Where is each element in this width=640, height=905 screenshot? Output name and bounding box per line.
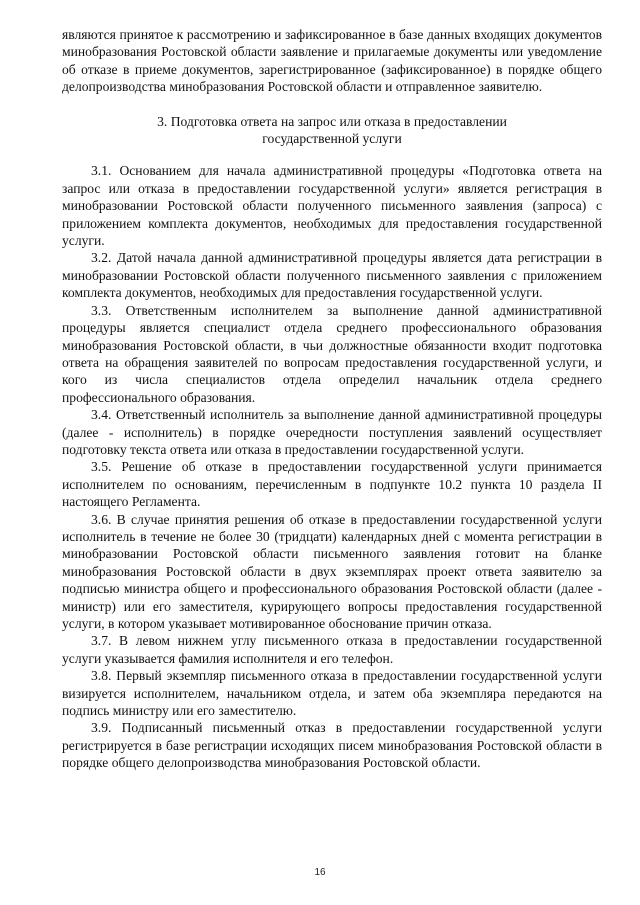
section-heading xyxy=(62,113,602,148)
page-number: 16 xyxy=(314,867,326,878)
paragraph-3-4: 3.4. Ответственный исполнитель за выполнение данной административной процедуры (далее - исполнитель) в порядке очередности поступления заявлений осуществляет подготовку текста ответа или отказа в предоставлении государственной услуги. xyxy=(62,407,602,457)
section-heading-line-2: государственной услуги xyxy=(262,131,402,147)
paragraph-3-6: 3.6. В случае принятия решения об отказе в предоставлении государственной услуги исполнитель в течение не более 30 (тридцати) календарных дней с момента регистрации в минобразовании Ростовской области письменного заявления готовит на бланке минобразования Ростовской области в двух экземплярах проект ответа заявителю за подписью министра общего и профессионального образования Ростовской области (далее - министр) или его заместителя, курирующего вопросы предоставления государственной услуги, в котором указывает мотивированное обоснование причин отказа. xyxy=(62,511,602,631)
paragraph-3-5: 3.5. Решение об отказе в предоставлении государственной услуги принимается исполнителем по основаниям, перечисленным в подпункте 10.2 пункта 10 раздела II настоящего Регламента. xyxy=(62,459,602,510)
paragraph-3-3: 3.3. Ответственным исполнителем за выполнение данной административной процедуры является специалист отдела среднего профессионального образования минобразования Ростовской области, в чьи должностные обязанности входит подготовка ответа на обращения заявителей по вопросам предоставления государственной услуги, и кого из числа специалистов отдела определил начальник отдела среднего профессионального образования. xyxy=(62,302,602,405)
paragraph-3-1: 3.1. Основанием для начала административной процедуры «Подготовка ответа на запрос или отказа в предоставлении государственной услуги» является регистрация в минобразовании Ростовской области полученного письменного заявления (запроса) с приложением комплекта документов, необходимых для предоставления государственной услуги. xyxy=(62,163,602,249)
section-heading-line-1: 3. Подготовка ответа на запрос или отказа в предоставлении xyxy=(157,113,507,129)
paragraph-3-9: 3.9. Подписанный письменный отказ в предоставлении государственной услуги регистрируется в базе регистрации исходящих писем минобразования Ростовской области в порядке общего делопроизводства минобразования Ростовской области. xyxy=(62,720,602,771)
paragraph-3-7: 3.7. В левом нижнем углу письменного отказа в предоставлении государственной услуги указывается фамилия исполнителя и его телефон. xyxy=(62,633,602,666)
paragraph-3-8: 3.8. Первый экземпляр письменного отказа в предоставлении государственной услуги визируется исполнителем, начальником отдела, и затем оба экземпляра передаются на подпись министру или его заместителю. xyxy=(62,668,602,719)
intro-paragraph: являются принятое к рассмотрению и зафиксированное в базе данных входящих документов минобразования Ростовской области заявление и прилагаемые документы или уведомление об отказе в приеме документов, зарегистрированное (зафиксированное) в порядке общего делопроизводства минобразования Ростовской области и отправленное заявителю. xyxy=(62,27,602,95)
paragraph-3-2: 3.2. Датой начала данной административной процедуры является дата регистрации в минобразовании Ростовской области полученного письменного заявления с приложением комплекта документов, необходимых для предоставления государственной услуги. xyxy=(62,250,602,301)
